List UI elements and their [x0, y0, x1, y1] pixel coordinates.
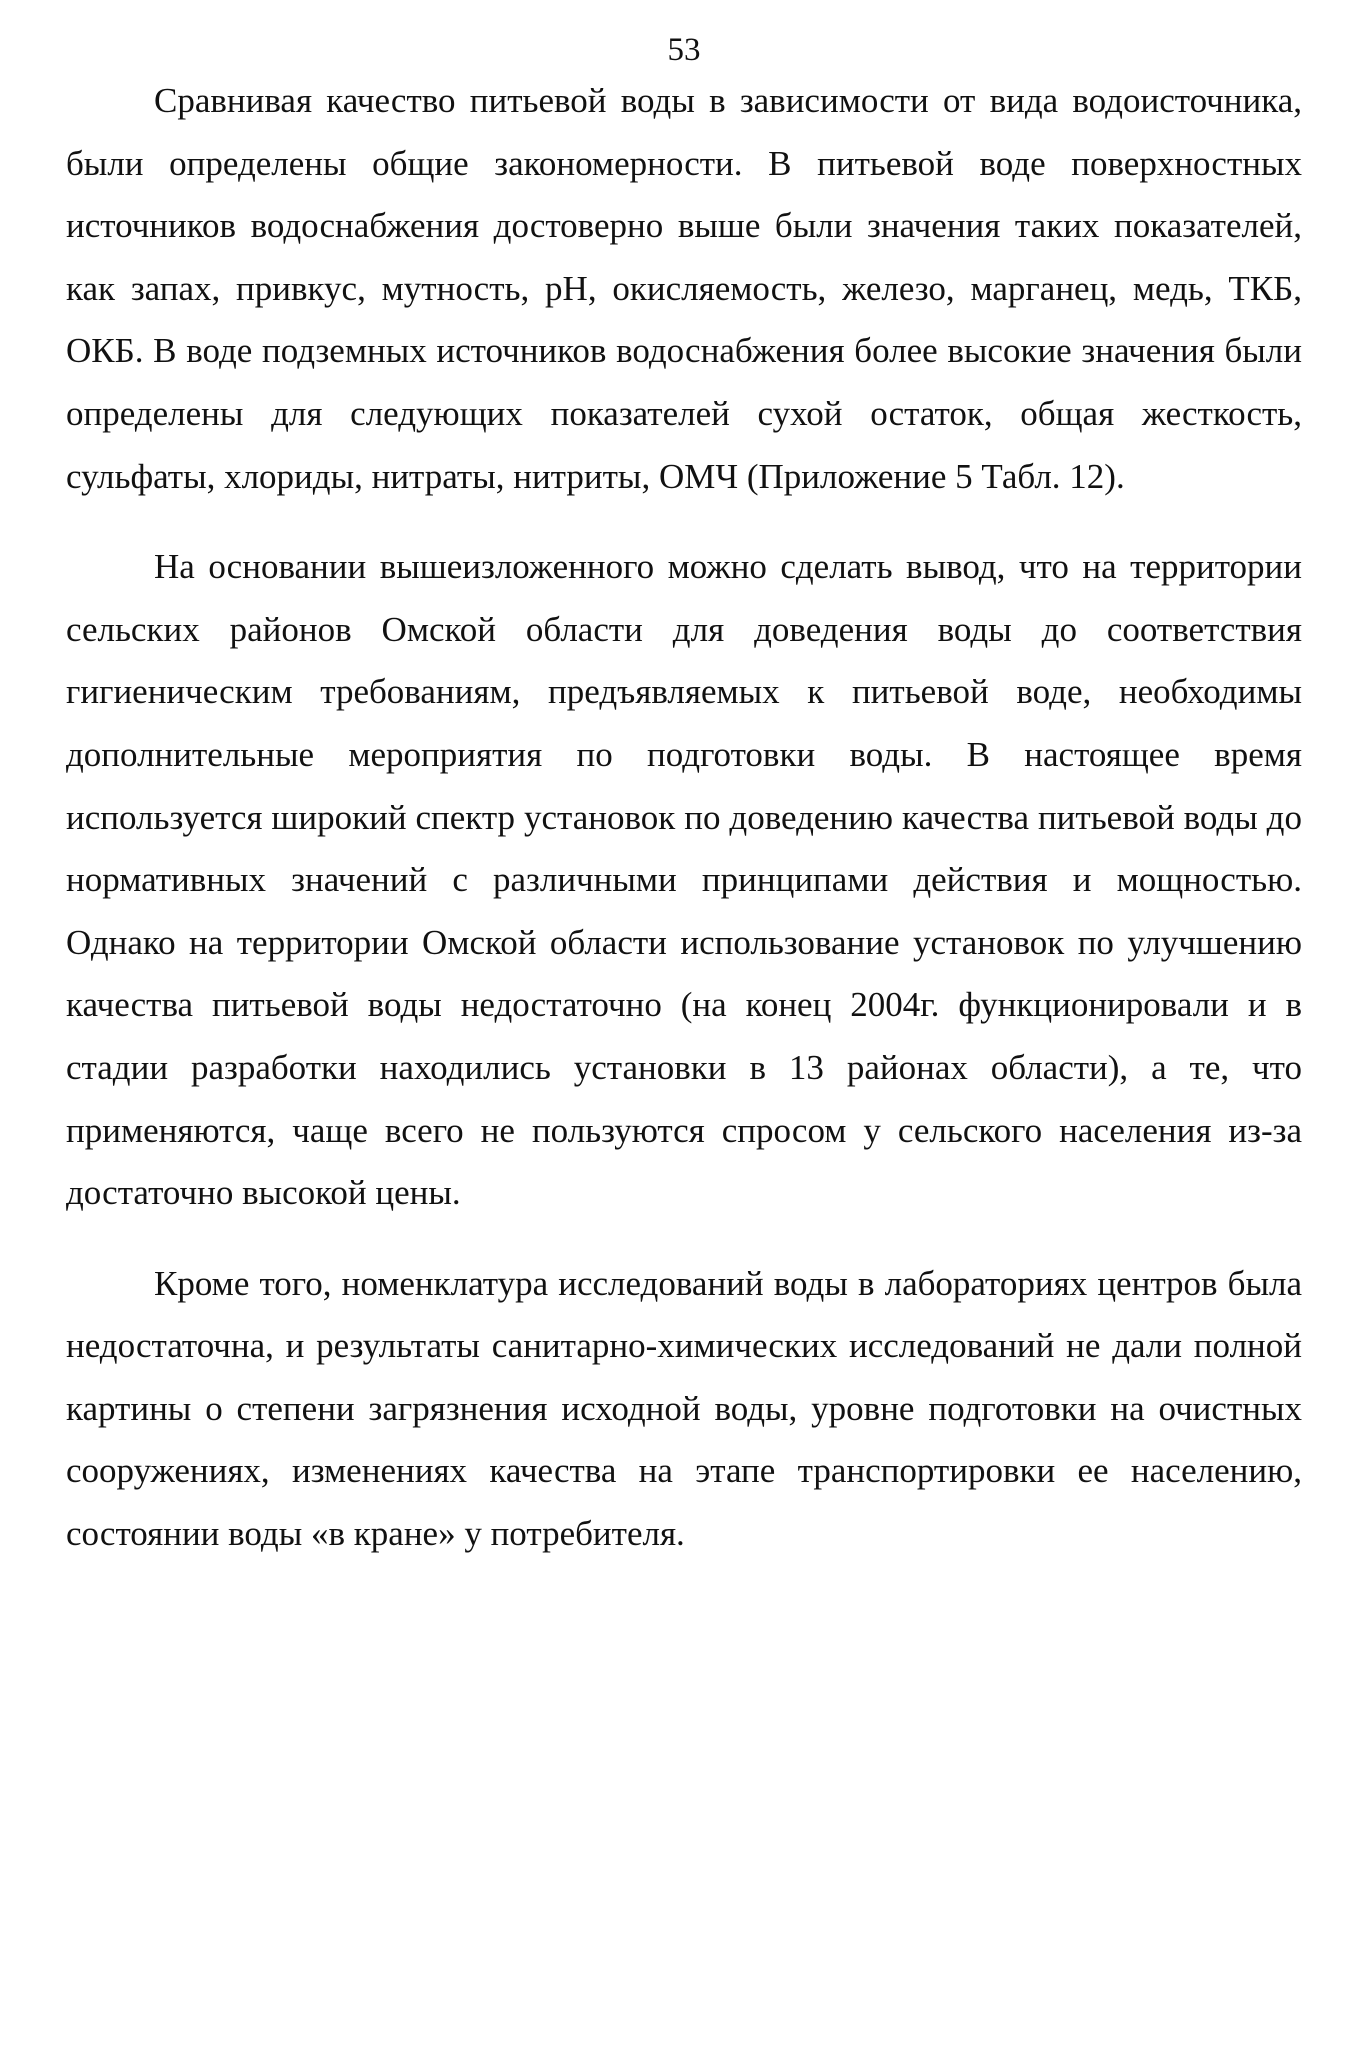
paragraph-1: Сравнивая качество питьевой воды в зависимости от вида водоисточника, были определены общие закономерности. В питьевой воде поверхностных источников водоснабжения достоверно выше были значения таких показателей, как запах, привкус, мутность, pH, окисляемость, железо, марганец, медь, ТКБ, ОКБ. В воде подземных источников водоснабжения более высокие значения были определены для следующих показателей сухой остаток, общая жесткость, сульфаты, хлориды, нитраты, нитриты, ОМЧ (Приложение 5 Табл. 12). — [66, 81, 1302, 496]
page-number: 53 — [667, 32, 701, 68]
document-page — [66, 30, 1302, 1566]
paragraph-2: На основании вышеизложенного можно сделать вывод, что на территории сельских районов Омской области для доведения воды до соответствия гигиеническим требованиям, предъявляемых к питьевой воде, необходимы дополнительные мероприятия по подготовки воды. В настоящее время используется широкий спектр установок по доведению качества питьевой воды до нормативных значений с различными принципами действия и мощностью. Однако на территории Омской области использование установок по улучшению качества питьевой воды недостаточно (на конец 2004г. функционировали и в стадии разработки находились установки в 13 районах области), а те, что применяются, чаще всего не пользуются спросом у сельского населения из-за достаточно высокой цены. — [66, 547, 1302, 1213]
paragraph-3: Кроме того, номенклатура исследований воды в лабораториях центров была недостаточна, и результаты санитарно-химических исследований не дали полной картины о степени загрязнения исходной воды, уровне подготовки на очистных сооружениях, изменениях качества на этапе транспортировки ее населению, состоянии воды «в кране» у потребителя. — [66, 1263, 1302, 1554]
